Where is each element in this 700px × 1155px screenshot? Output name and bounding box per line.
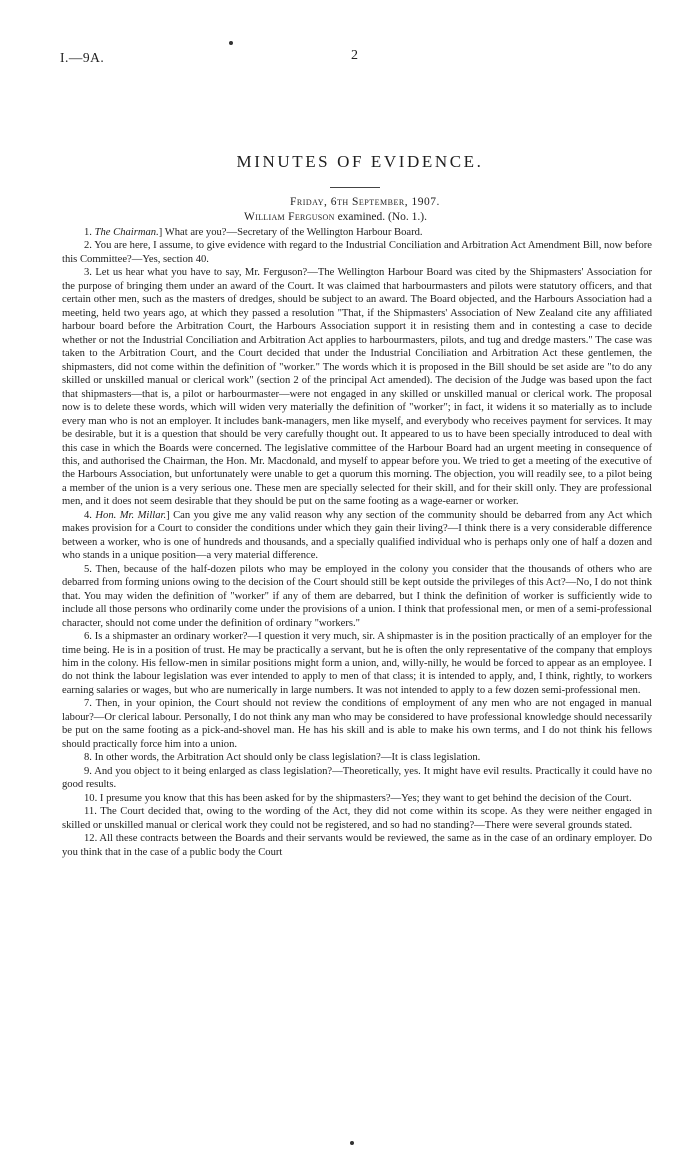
evidence-paragraph bbox=[62, 751, 652, 764]
paragraph-text: In other words, the Arbitration Act should only be class legislation?—It is class legislation. bbox=[94, 752, 481, 764]
paragraph-number: 7. bbox=[84, 698, 96, 710]
evidence-paragraph bbox=[62, 226, 652, 239]
paragraph-text: ] Can you give me any valid reason why any section of the community should be debarred from any Act which makes provision for a Court to consider the conditions under which they gain their living?—I think there is a very considerable difference between a worker, who is one of hundreds and thousands, and a specially qualified individual who is perhaps only one of half a dozen and who stands in a unique position—a very material difference. bbox=[62, 509, 652, 562]
paragraph-text: Then, in your opinion, the Court should not review the conditions of employment of any men who are not engaged in manual labour?—Or clerical labour. Personally, I do not think any man who may be considered to have professional knowledge should necessarily be put on the same footing as a pick-and-shovel man. He has his skill and is able to make his own terms, and I do not think his fellows should practically force him into a union. bbox=[62, 698, 652, 750]
paragraph-number: 9. bbox=[84, 765, 95, 777]
evidence-paragraph bbox=[62, 509, 652, 563]
printer-mark-dot bbox=[229, 41, 233, 45]
paragraph-number: 3. bbox=[84, 267, 96, 279]
evidence-paragraph bbox=[62, 805, 652, 832]
paragraph-text: All these contracts between the Boards and their servants would be reviewed, the same as in the case of an ordinary employer. Do you think that in the case of a public body the Court bbox=[62, 833, 652, 858]
paragraph-number: 2. bbox=[84, 240, 95, 252]
paragraph-text: Let us hear what you have to say, Mr. Ferguson?—The Wellington Harbour Board was cited by the Shipmasters' Association for the purpose of bringing them under an award of the Court. It was claimed that harbourmasters and pilots were statutory officers, and that certain other men, such as the masters of dredges, should be subject to an award. The Board objected, and the Harbours Association had a meeting, held two years ago, at which they passed a resolution "That, if the Shipmasters' Association of New Zealand cite any affiliated harbour board before the Arbitration Court, the Harbours Association support it in resisting them and in contesting a case to decide whether or not the Industrial Conciliation and Arbitration Act applies to harbourmasters, pilots, and tug and dredge masters." The case was taken to the Arbitration Court, and the Court decided that under the Industrial Conciliation and Arbitration Act these gentlemen, the shipmasters, did not come within the definition of "worker." The words which it is proposed in the Bill should be set aside are "to do any skilled or unskilled manual or clerical work" (section 2 of the principal Act amended). The decision of the Judge was based upon the fact that shipmasters—that is, a pilot or harbourmaster—were not engaged in any skilled or unskilled manual or clerical work. The proposal now is to delete these words, which will widen very materially the definition of "worker"; in fact, it widens it so materially as to include every man who is not an employer. It includes bank-managers, men like myself, and everybody who receives payment for services. It may be desirable, but it is a question that should be very carefully thought out. It appeared to us to have been specially introduced to deal with this case in which the Boards were concerned. The legislative committee of the Harbour Board had an urgent meeting in consequence of this, and authorised the Chairman, the Hon. Mr. Macdonald, and myself to appear before you. We tried to get a meeting of the executive of the Harbours Association, but unfortunately were unable to get a quorum this morning. The objection, you will readily see, to a pilot being a member of the union is a very serious one. These men are specially selected for their skill, and for their skill only. They are professional men, and it does not seem desirable that they should be put on the same footing as a wage-earner or worker. bbox=[62, 267, 652, 508]
paragraph-text: Is a shipmaster an ordinary worker?—I question it very much, sir. A shipmaster is in the position practically of an employer for the time being. He is in a position of trust. He may be practically a servant, but he is often the only representative of the company that employs him in the colony. His fellow-men in similar positions might form a union, and, willy-nilly, he would be forced to appear as an employee. I do not think the labour legislation was ever intended to apply to men of that class; it is intended to apply, and, I think, rightly, to workers earning salaries or wages, but who are numerically in large numbers. It was not intended to apply to a few dozen semi-professional men. bbox=[62, 631, 652, 696]
paragraph-text: And you object to it being enlarged as class legislation?—Theoretically, yes. It might have evil results. Practically it could have no good results. bbox=[62, 765, 652, 791]
evidence-paragraph bbox=[62, 697, 652, 751]
paragraph-text: Then, because of the half-dozen pilots who may be employed in the colony you consider that the thousands of others who are debarred from forming unions owing to the decision of the Court should still be kept outside the privileges of this Act?—No, I do not think that. You may widen the definition of "worker" if any of them are debarred, but I think the definition of worker is sufficiently wide to include all those persons who ordinarily come under the provisions of a union. I think that professional men, or men of a semi-professional character, should not come under the definition of ordinary "workers." bbox=[62, 563, 653, 629]
parliamentary-paper-reference: I.—9A. bbox=[60, 50, 105, 65]
evidence-paragraph bbox=[62, 563, 652, 630]
paragraph-number: 4. bbox=[84, 509, 96, 521]
paragraph-text: ] What are you?—Secretary of the Wellington Harbour Board. bbox=[158, 227, 423, 238]
document-title: MINUTES OF EVIDENCE. bbox=[236, 152, 484, 171]
evidence-paragraph bbox=[62, 630, 652, 697]
evidence-paragraph bbox=[62, 792, 652, 805]
witness-name: William Ferguson bbox=[244, 211, 335, 223]
evidence-body bbox=[62, 226, 652, 859]
paragraph-number: 6. bbox=[84, 631, 95, 643]
page-number: 2 bbox=[351, 48, 358, 63]
paragraph-number: 10. bbox=[84, 792, 100, 804]
evidence-paragraph bbox=[62, 266, 652, 508]
paragraph-number: 8. bbox=[84, 752, 95, 764]
evidence-paragraph bbox=[62, 239, 652, 266]
paragraph-number: 5. bbox=[84, 563, 96, 575]
printer-mark-dot bbox=[350, 1141, 354, 1145]
paragraph-number: 1. bbox=[84, 227, 95, 238]
paragraph-number: 12. bbox=[84, 833, 100, 845]
evidence-paragraph bbox=[62, 832, 652, 859]
speaker-name: The Chairman. bbox=[94, 227, 159, 238]
session-date: Friday, 6th September, 1907. bbox=[290, 196, 440, 208]
paragraph-text: I presume you know that this has been asked for by the shipmasters?—Yes; they want to get behind the decision of the Court. bbox=[99, 792, 632, 804]
witness-suffix: examined. (No. 1.). bbox=[334, 211, 427, 223]
title-divider bbox=[330, 187, 380, 188]
speaker-name: Hon. Mr. Millar. bbox=[95, 509, 167, 521]
witness-line bbox=[244, 211, 427, 223]
paragraph-text: The Court decided that, owing to the wording of the Act, they did not come within its scope. As they were neither engaged in skilled or unskilled manual or clerical work they could not be registered, and so had no standing?—There were several grounds stated. bbox=[62, 806, 652, 831]
paragraph-text: You are here, I assume, to give evidence with regard to the Industrial Conciliation and Arbitration Act Amendment Bill, now before this Committee?—Yes, section 40. bbox=[62, 240, 653, 265]
paragraph-number: 11. bbox=[84, 806, 101, 818]
evidence-paragraph bbox=[62, 765, 652, 792]
